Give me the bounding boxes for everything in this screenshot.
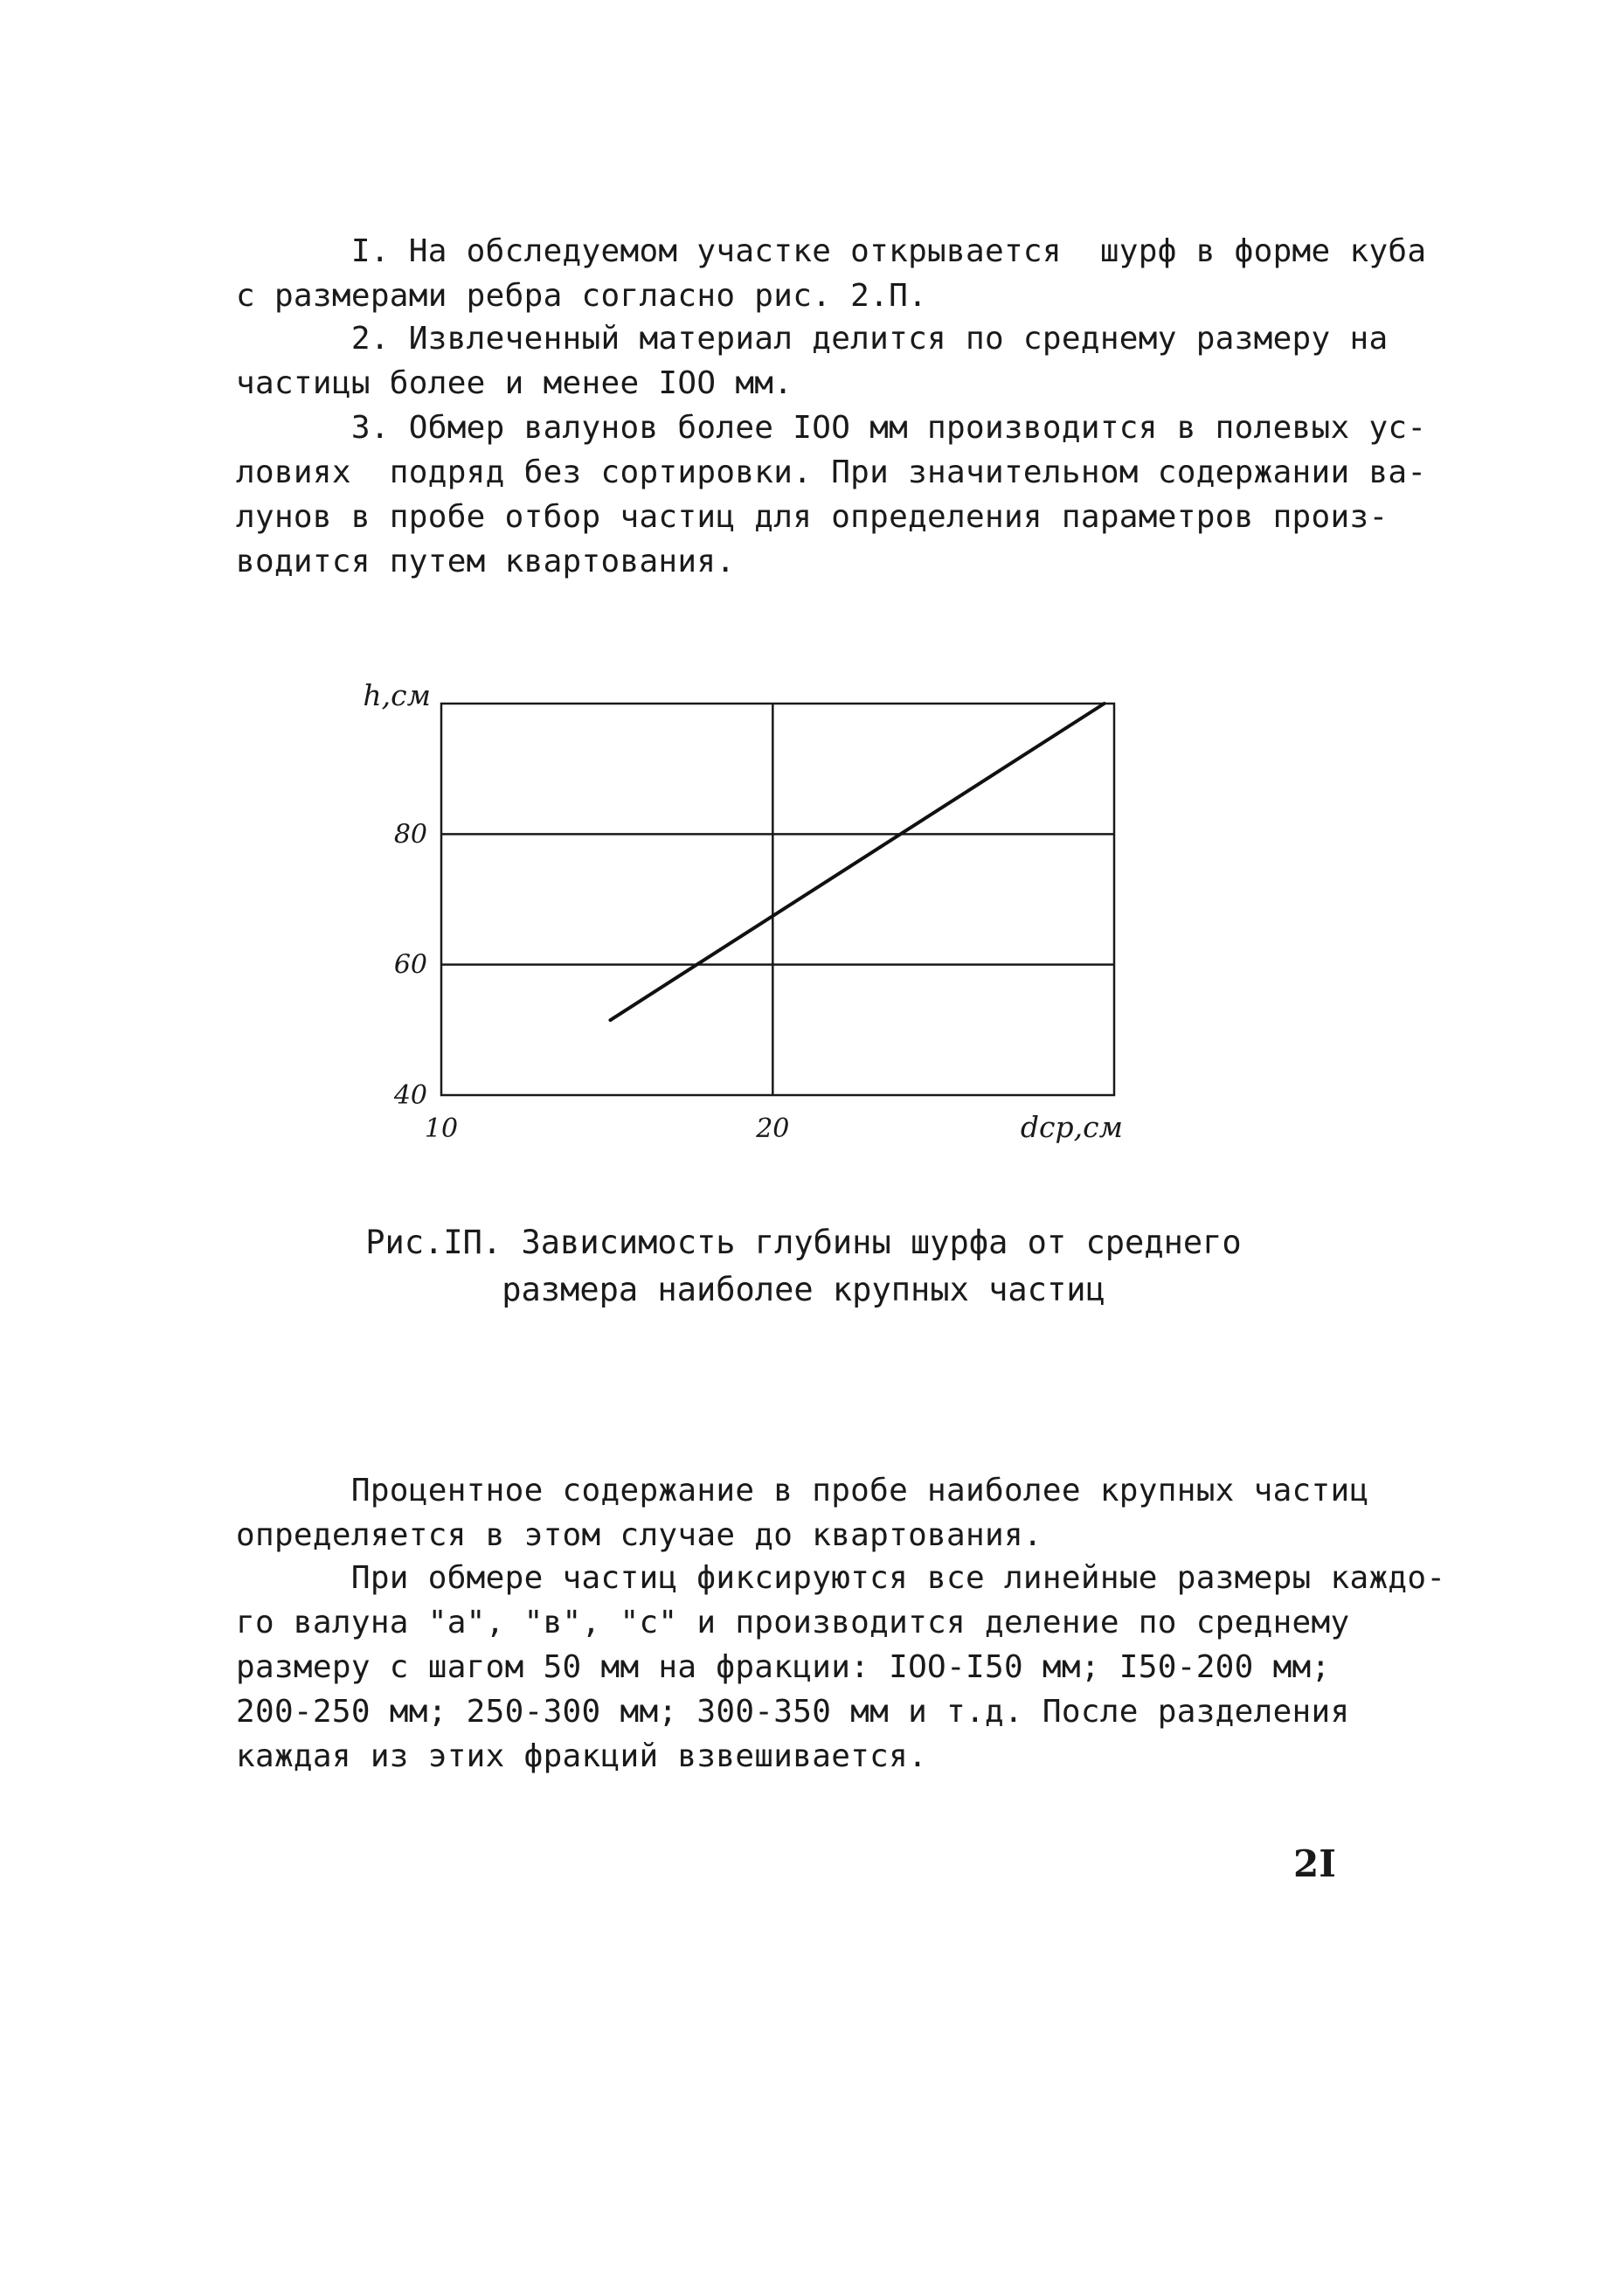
text-line: водится путем квартования. xyxy=(236,544,736,579)
y-axis-label: h,см xyxy=(363,678,431,712)
text-line: лунов в пробе отбор частиц для определения параметров произ- xyxy=(236,499,1389,535)
text-line: 3. Обмер валунов более IOO мм производится в полевых ус- xyxy=(236,410,1427,446)
paragraph-3 xyxy=(236,406,1427,584)
x-tick-label: 10 xyxy=(424,1113,459,1144)
y-tick-label: 60 xyxy=(393,949,427,981)
x-tick-label: 20 xyxy=(756,1113,790,1144)
text-line: 2. Извлеченный материал делится по среднему размеру на xyxy=(236,321,1389,357)
text-line: ловиях подряд без сортировки. При значительном содержании ва- xyxy=(236,454,1427,490)
text-line: определяется в этом случае до квартования. xyxy=(236,1517,1042,1553)
paragraph-4 xyxy=(236,1468,1369,1557)
caption-line-2: размера наиболее крупных частиц xyxy=(502,1271,1105,1308)
chart-series xyxy=(610,704,1104,1020)
paragraph-5 xyxy=(236,1556,1446,1779)
text-line: 200-250 мм; 250-300 мм; 300-350 мм и т.д. После разделения xyxy=(236,1694,1350,1730)
y-tick-label: 40 xyxy=(393,1080,427,1111)
text-line: I. На обследуемом участке открывается шурф в форме куба xyxy=(236,233,1427,269)
y-tick-label: 80 xyxy=(393,819,427,850)
text-line: с размерами ребра согласно рис. 2.П. xyxy=(236,278,928,314)
paragraph-1 xyxy=(236,229,1427,318)
series-line xyxy=(610,704,1104,1020)
chart-labels xyxy=(363,678,1123,1144)
page-number: 2I xyxy=(1293,1842,1336,1885)
figure-caption xyxy=(0,1219,1607,1314)
text-line: размеру с шагом 50 мм на фракции: IOO-I50 мм; I50-200 мм; xyxy=(236,1649,1331,1685)
x-axis-label: dср,см xyxy=(1020,1110,1123,1144)
text-line: го валуна "а", "в", "с" и производится деление по среднему xyxy=(236,1605,1350,1640)
text-line: частицы более и менее IOO мм. xyxy=(236,365,793,401)
text-line: каждая из этих фракций взвешивается. xyxy=(236,1738,928,1774)
text-line: Процентное содержание в пробе наиболее крупных частиц xyxy=(236,1473,1369,1509)
depth-vs-diameter-chart xyxy=(350,673,1171,1162)
text-line: При обмере частиц фиксируются все линейные размеры каждо- xyxy=(236,1560,1446,1596)
paragraph-2 xyxy=(236,316,1389,406)
caption-line-1: Рис.IП. Зависимость глубины шурфа от среднего xyxy=(365,1224,1242,1261)
